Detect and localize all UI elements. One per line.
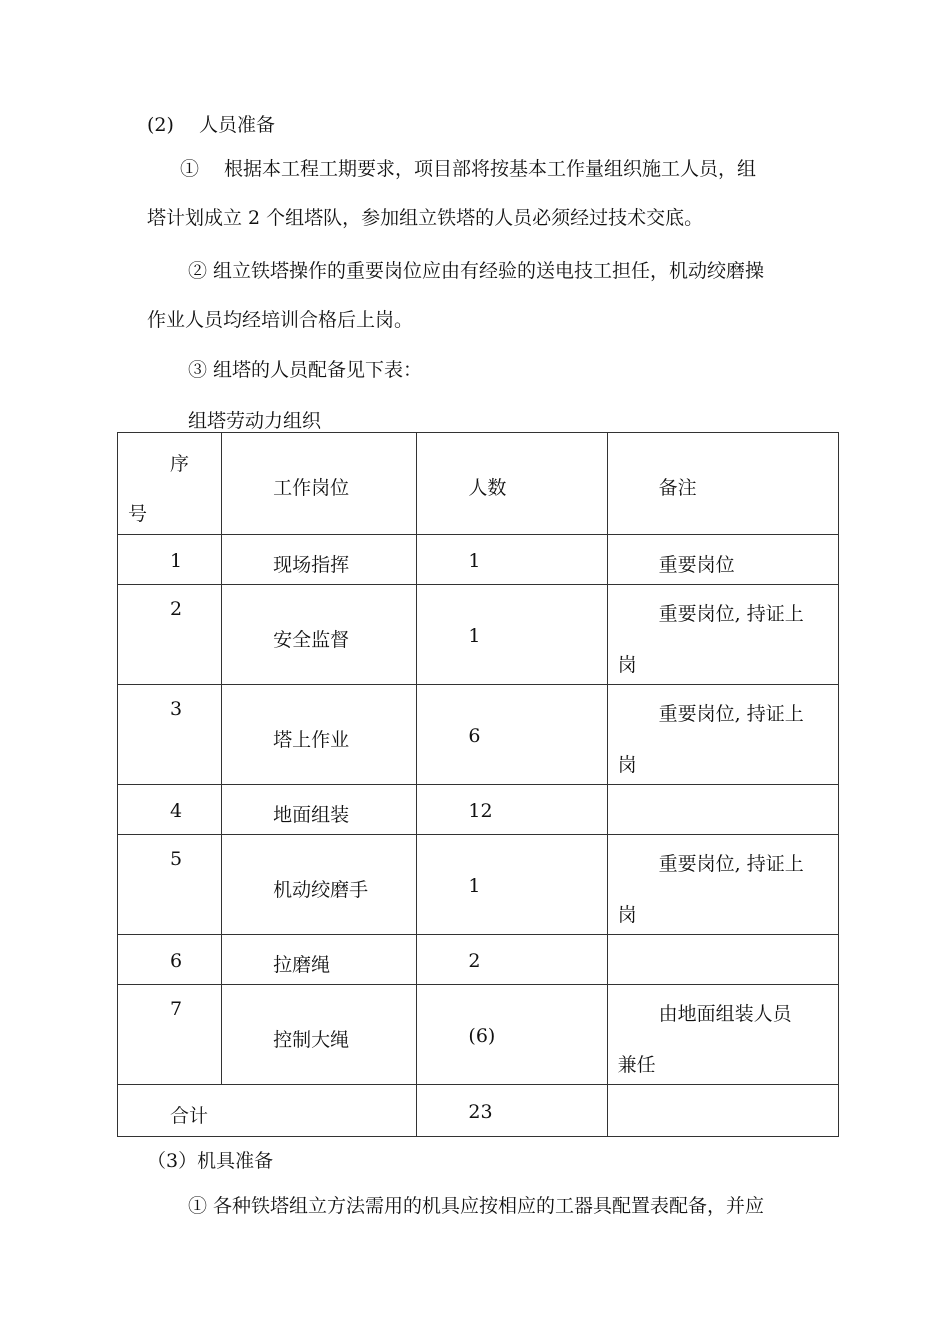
section-3-paragraph-1-line-1: ① 各种铁塔组立方法需用的机具应按相应的工器具配置表配备，并应 bbox=[188, 1195, 765, 1217]
row-seq: 6 bbox=[170, 950, 183, 972]
paragraph-2-line-1: ② 组立铁塔操作的重要岗位应由有经验的送电技工担任，机动绞磨操 bbox=[188, 260, 765, 282]
table-caption: 组塔劳动力组织 bbox=[188, 410, 322, 432]
row-post: 控制大绳 bbox=[273, 1029, 350, 1051]
row-post: 塔上作业 bbox=[273, 729, 350, 751]
row-note-line-2: 岗 bbox=[617, 754, 637, 776]
row-note-line-2: 岗 bbox=[617, 654, 637, 676]
paragraph-1-line-1: ① 根据本工程工期要求，项目部将按基本工作量组织施工人员，组 bbox=[180, 158, 757, 180]
header-post: 工作岗位 bbox=[273, 477, 350, 499]
row-post: 机动绞磨手 bbox=[273, 879, 369, 901]
row-count: 6 bbox=[468, 725, 481, 747]
table-total-row bbox=[118, 1085, 839, 1137]
table-header-row bbox=[118, 433, 839, 535]
row-seq: 4 bbox=[170, 800, 183, 822]
table-row bbox=[118, 935, 839, 985]
header-note: 备注 bbox=[658, 477, 697, 499]
row-seq: 7 bbox=[170, 998, 183, 1020]
row-post: 地面组装 bbox=[273, 804, 350, 826]
header-count-cell bbox=[417, 433, 607, 535]
table-row bbox=[118, 685, 839, 785]
table-row bbox=[118, 985, 839, 1085]
header-seq-top: 序 bbox=[170, 453, 190, 475]
row-seq: 5 bbox=[170, 848, 183, 870]
total-count: 23 bbox=[468, 1101, 493, 1123]
row-count: 12 bbox=[468, 800, 493, 822]
header-seq-bottom: 号 bbox=[128, 503, 148, 525]
paragraph-2-line-2: 作业人员均经培训合格后上岗。 bbox=[147, 309, 414, 331]
row-note-line-1: 由地面组装人员 bbox=[658, 1003, 792, 1025]
header-count: 人数 bbox=[468, 477, 507, 499]
table-row bbox=[118, 785, 839, 835]
paragraph-1-line-2: 塔计划成立 2 个组塔队，参加组立铁塔的人员必须经过技术交底。 bbox=[147, 207, 704, 229]
row-note-line-1: 重要岗位, 持证上 bbox=[658, 853, 804, 875]
row-seq: 2 bbox=[170, 598, 183, 620]
table-row bbox=[118, 535, 839, 585]
header-seq-cell bbox=[118, 433, 222, 535]
row-seq: 1 bbox=[170, 550, 183, 572]
row-count: (6) bbox=[468, 1025, 496, 1047]
row-post: 安全监督 bbox=[273, 629, 350, 651]
row-note-line-2: 兼任 bbox=[617, 1054, 656, 1076]
row-count: 1 bbox=[468, 625, 481, 647]
header-post-cell bbox=[222, 433, 417, 535]
row-count: 1 bbox=[468, 875, 481, 897]
row-note: 重要岗位 bbox=[658, 554, 735, 576]
table-row bbox=[118, 585, 839, 685]
row-seq: 3 bbox=[170, 698, 183, 720]
row-note-line-2: 岗 bbox=[617, 904, 637, 926]
paragraph-3: ③ 组塔的人员配备见下表： bbox=[188, 359, 423, 381]
section-3-heading: （3）机具准备 bbox=[147, 1150, 274, 1172]
row-note-line-1: 重要岗位, 持证上 bbox=[658, 603, 804, 625]
row-post: 拉磨绳 bbox=[273, 954, 331, 976]
row-count: 2 bbox=[468, 950, 481, 972]
row-post: 现场指挥 bbox=[273, 554, 350, 576]
labor-table bbox=[117, 432, 839, 1137]
header-note-cell bbox=[607, 433, 838, 535]
table-row bbox=[118, 835, 839, 935]
section-2-heading: (2) 人员准备 bbox=[147, 114, 275, 136]
total-label: 合计 bbox=[170, 1105, 209, 1127]
row-note-line-1: 重要岗位, 持证上 bbox=[658, 703, 804, 725]
row-count: 1 bbox=[468, 550, 481, 572]
